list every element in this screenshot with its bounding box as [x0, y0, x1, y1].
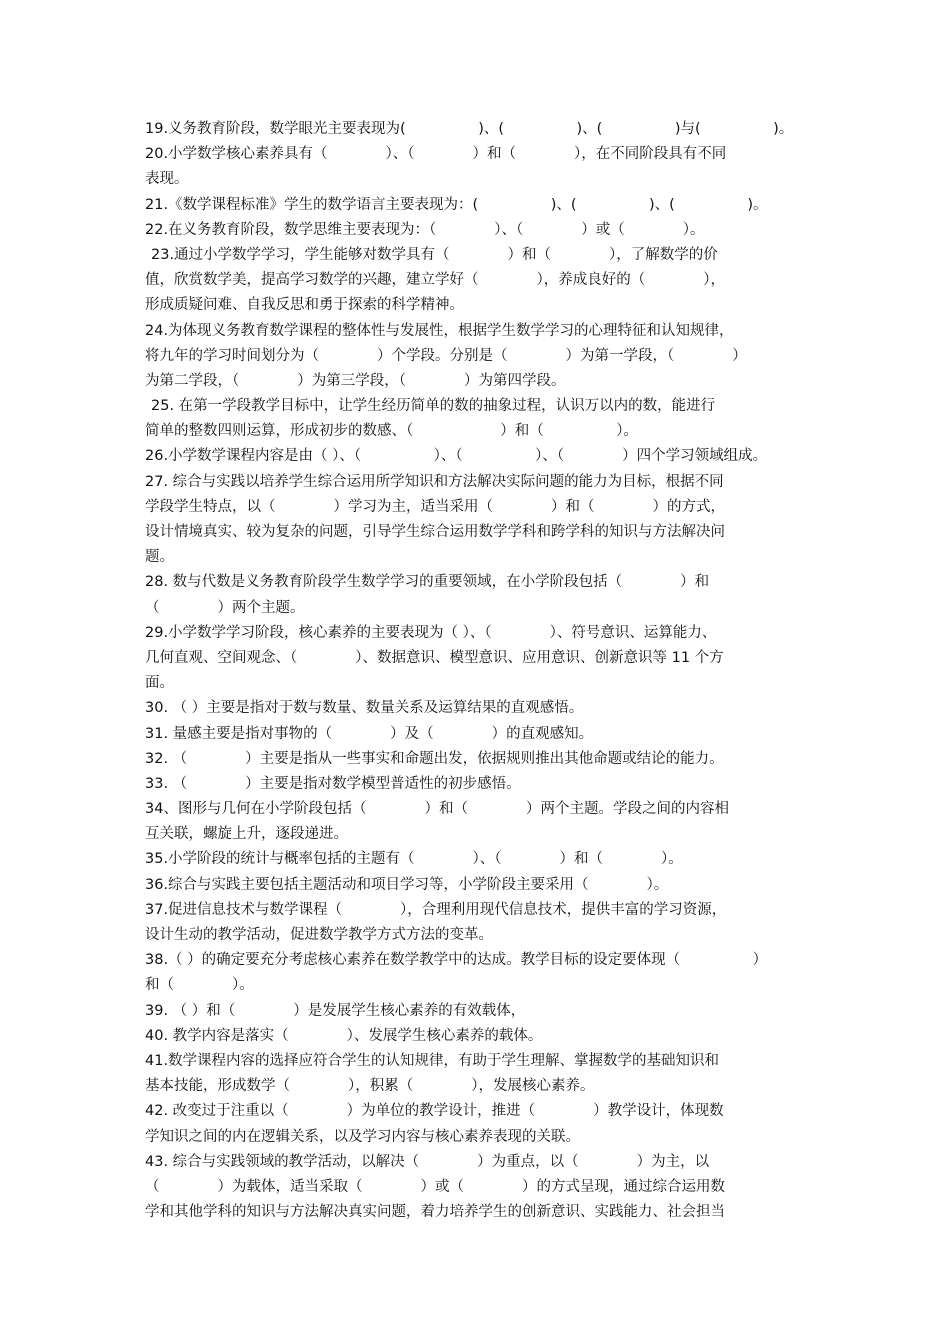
line-q23: 23.通过小学数学学习，学生能够对数学具有（ ）和（ ），了解数学的价 [151, 246, 718, 263]
line-q43-cont1: （ ）为载体，适当采取（ ）或（ ）的方式呈现，通过综合运用数 [145, 1178, 725, 1195]
line-q19: 19.义务教育阶段，数学眼光主要表现为( )、( )、( )与( )。 [145, 121, 794, 137]
line-q24-cont1: 将九年的学习时间划分为（ ）个学段。分别是（ ）为第一学段，（ ） [145, 347, 747, 364]
line-q36: 36.综合与实践主要包括主题活动和项目学习等，小学阶段主要采用（ ）。 [145, 876, 669, 893]
line-q20-cont: 表现。 [145, 171, 189, 188]
line-q35: 35.小学阶段的统计与概率包括的主题有（ ）、（ ）和（ ）。 [145, 851, 683, 868]
line-q38-cont: 和（ ）。 [145, 977, 254, 994]
line-q22: 22.在义务教育阶段，数学思维主要表现为：（ ）、（ ）或（ ）。 [145, 221, 705, 238]
line-q43-cont2: 学和其他学科的知识与方法解决真实问题，着力培养学生的创新意识、实践能力、社会担当 [145, 1204, 725, 1221]
line-q40: 40. 教学内容是落实（ ）、发展学生核心素养的载体。 [145, 1027, 543, 1044]
line-q41: 41.数学课程内容的选择应符合学生的认知规律，有助于学生理解、掌握数学的基础知识和 [145, 1052, 720, 1069]
line-q23-cont2: 形成质疑问难、自我反思和勇于探索的科学精神。 [145, 297, 464, 314]
line-q31: 31. 量感主要是指对事物的（ ）及（ ）的直观感知。 [145, 725, 594, 742]
line-q38: 38.（ ）的确定要充分考虑核心素养在数学教学中的达成。教学目标的设定要体现（ ） [145, 952, 768, 969]
line-q29: 29.小学数学学习阶段，核心素养的主要表现为（ ）、（ ）、符号意识、运算能力、 [145, 624, 717, 641]
line-q26: 26.小学数学课程内容是由（ ）、（ ）、（ ）、（ ）四个学习领域组成。 [145, 448, 768, 465]
line-q43: 43. 综合与实践领域的教学活动，以解决（ ）为重点，以（ ）为主，以 [145, 1153, 710, 1170]
line-q30: 30. （ ）主要是指对于数与数量、数量关系及运算结果的直观感悟。 [145, 700, 584, 717]
line-q37-cont: 设计生动的教学活动，促进数学教学方式方法的变革。 [145, 927, 493, 943]
line-q27: 27. 综合与实践以培养学生综合运用所学知识和方法解决实际问题的能力为目标，根据不同 [145, 473, 724, 490]
line-q41-cont: 基本技能，形成数学（ ），积累（ ），发展核心素养。 [145, 1078, 595, 1095]
line-q28: 28. 数与代数是义务教育阶段学生数学学习的重要领域，在小学阶段包括（ ）和 [145, 574, 710, 591]
line-q34-cont: 互关联，螺旋上升，逐段递进。 [145, 826, 348, 843]
line-q39: 39. （ ）和（ ）是发展学生核心素养的有效载体， [145, 1002, 526, 1019]
line-q42-cont: 学知识之间的内在逻辑关系，以及学习内容与核心素养表现的关联。 [145, 1128, 580, 1145]
line-q42: 42. 改变过于注重以（ ）为单位的教学设计，推进（ ）教学设计，体现数 [145, 1103, 724, 1120]
line-q27-cont2: 设计情境真实、较为复杂的问题，引导学生综合运用数学学科和跨学科的知识与方法解决问 [145, 524, 725, 540]
question-list [145, 117, 817, 1225]
line-q27-cont3: 题。 [145, 549, 174, 566]
line-q24: 24.为体现义务教育数学课程的整体性与发展性，根据学生数学学习的心理特征和认知规律， [145, 322, 734, 339]
line-q37: 37.促进信息技术与数学课程（ ），合理利用现代信息技术，提供丰富的学习资源， [145, 901, 727, 918]
line-q25: 25. 在第一学段教学目标中，让学生经历简单的数的抽象过程，认识万以内的数，能进行 [151, 398, 716, 415]
line-q25-cont: 简单的整数四则运算，形成初步的数感、（ ）和（ ）。 [145, 423, 638, 440]
line-q32: 32. （ ）主要是指从一些事实和命题出发，依据规则推出其他命题或结论的能力。 [145, 750, 724, 767]
line-q29-cont1: 几何直观、空间观念、（ ）、数据意识、模型意识、应用意识、创新意识等 11 个方 [145, 649, 724, 666]
line-q33: 33. （ ）主要是指对数学模型普适性的初步感悟。 [145, 775, 521, 792]
line-q23-cont1: 值，欣赏数学美，提高学习数学的兴趣，建立学好（ ），养成良好的（ ）， [145, 272, 725, 289]
line-q24-cont2: 为第二学段，（ ）为第三学段，（ ）为第四学段。 [145, 372, 566, 389]
line-q28-cont: （ ）两个主题。 [145, 599, 305, 616]
line-q27-cont1: 学段学生特点，以（ ）学习为主，适当采用（ ）和（ ）的方式， [145, 498, 725, 515]
line-q20: 20.小学数学核心素养具有（ ）、（ ）和（ ），在不同阶段具有不同 [145, 146, 727, 163]
line-q34: 34、图形与几何在小学阶段包括（ ）和（ ）两个主题。学段之间的内容相 [145, 801, 729, 818]
line-q21: 21.《数学课程标准》学生的数学语言主要表现为：( )、( )、( )。 [145, 196, 768, 213]
line-q29-cont2: 面。 [145, 675, 174, 692]
